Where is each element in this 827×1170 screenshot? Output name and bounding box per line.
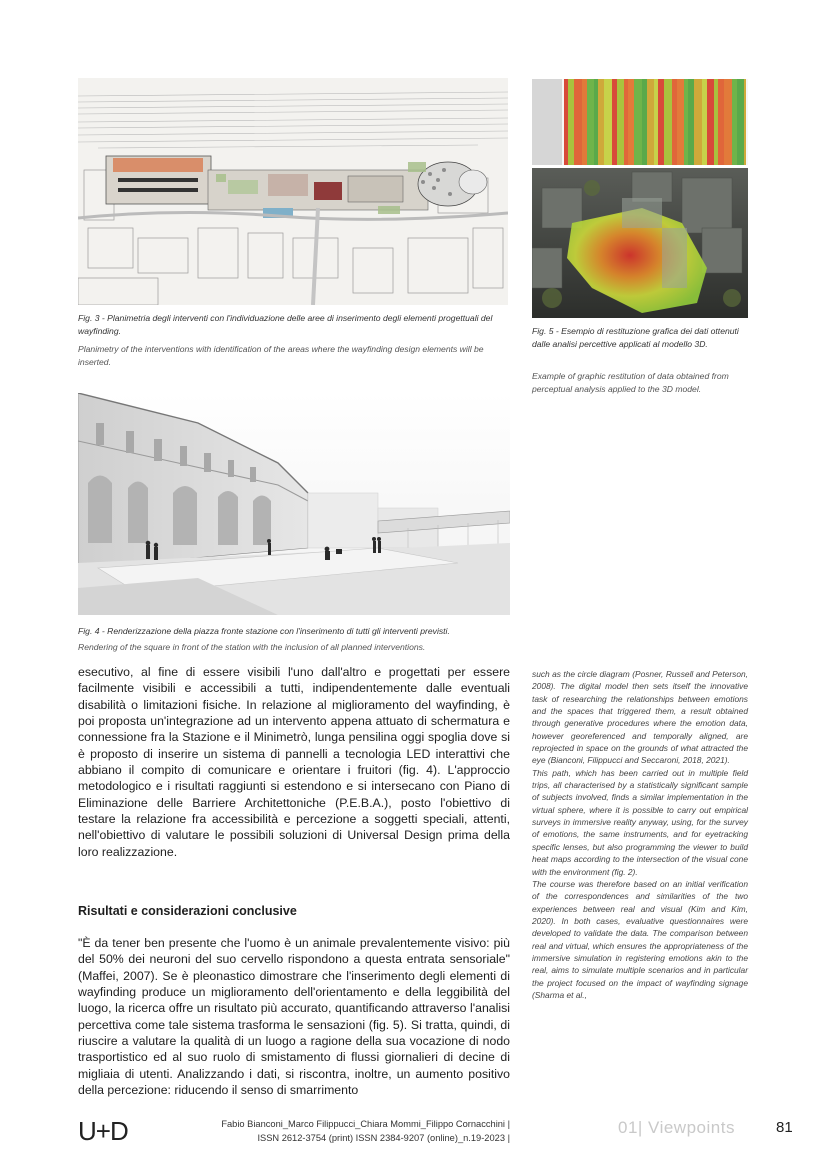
figure-3-site-plan [78,78,508,305]
figure-5-data-table [532,79,748,165]
side-paragraph-1: such as the circle diagram (Posner, Russell and Peterson, 2008). The digital model then sets itself the innovative task of researching the relationships between emotions and the spaces that triggered them, a result obtained through generative procedures where the emotion data, however georeferenced and temporally aligned, are reprojected in space on the grounds of what attracted the eye (Bianconi, Filippucci and Seccaroni, 2018, 2021). [532,669,748,766]
main-paragraph-1: esecutivo, al fine di essere visibili l'uno dall'altro e progettati per essere facilmente visibili e accessibili a tutti, indipendentemente dalle eventuali disabilità o limitazioni fisiche. In relazione al miglioramento del wayfinding, è poi proposta un'integrazione ad un intervento appena attuato di schermatura e connessione fra la Stazione e il Minimetrò, lunga pensilina oggi spoglia dove si è proposto di inserire un sistema di pannelli a tecnologia LED interattivi che abbiano il compito di comunicare e orientare i fruitori (fig. 4). L'approccio metodologico e i risultati raggiunti si estendono e si intersecano con Piano di Eliminazione delle Barriere Architettoniche (P.E.B.A.), posto l'obiettivo di testare la relazione fra accessibilità e percezione a soggetti speciali, attenti, nell'obiettivo di valutare le possibili soluzioni di Universal Design prima della loro realizzazione. [78,665,510,859]
side-paragraph-2: This path, which has been carried out in multiple field trips, all characterised by a statistically significant sample of subjects involved, finds a similar implementation in the virtual sphere, where it is possible to carry out empirical surveys in immersive reality anyway, using, for the survey of emotions, the same instruments, and for eyetracking specific lenses, but also programming the viewer to build heat maps according to the intersection of the visual cone with the environment (fig. 2). [532,767,748,877]
figure-5-caption-en: Example of graphic restitution of data obtained from perceptual analysis applied to the 3D model. [532,371,729,394]
footer-authors-line: Fabio Bianconi_Marco Filippucci_Chiara Mommi_Filippo Cornacchini | [221,1119,510,1129]
side-text-column [532,668,748,1001]
figure-4-rendering [78,393,510,615]
figure-4-caption-en: Rendering of the square in front of the station with the inclusion of all planned interventions. [78,642,426,652]
section-heading: Risultati e considerazioni conclusive [78,904,297,918]
journal-logo: U+D [78,1116,128,1146]
main-text-column-2 [78,935,510,1098]
main-paragraph-2: "È da tener ben presente che l'uomo è un animale prevalentemente visivo: più del 50% dei neuroni del suo cervello rispondono a questa entrata sensoriale" (Maffei, 2007). Se è pleonastico dimostrare che l'inserimento degli elementi di wayfinding produce un miglioramento dell'orientamento e della leggibilità del luogo, la ricerca offre un risultato più accurato, quantificando attraverso l'analisi percettiva come tale sistema trasforma le sensazioni (fig. 5). Si tratta, quindi, di riuscire a valutare la qualità di un luogo a ragione della sua vocazione di nodo trasportistico ed al suo ruolo di smistamento di flussi giornalieri di decine di migliaia di utenti. Analizzando i dati, si riscontra, inoltre, un aumento positivo della percezione: riducendo il senso di smarrimento [78,936,510,1098]
figure-5-3d-model [532,168,748,318]
page-number: 81 [776,1119,793,1136]
figure-5-caption-it: Fig. 5 - Esempio di restituzione grafica dei dati ottenuti dalle analisi percettive applicati al modello 3D. [532,326,739,349]
side-paragraph-3: The course was therefore based on an initial verification of the correspondences and similarities of the two experiences between real and visual (Kim and Kim, 2020). In both cases, evaluative questionnaires were developed to validate the data. The comparison between real and virtual, which ensures the appropriateness of the immersive simulation in registering emotions akin to the real, aims to simulate multiple scenarios and in particular the project focused on the impact of wayfinding signage (Sharma et al., [532,878,748,1000]
footer-section-label: 01| Viewpoints [618,1118,735,1137]
main-text-column [78,664,510,860]
footer-issn-line: ISSN 2612-3754 (print) ISSN 2384-9207 (online)_n.19-2023 | [257,1132,510,1143]
figure-3-caption-it: Fig. 3 - Planimetria degli interventi con l'individuazione delle aree di inserimento degli elementi progettuali del wayfinding. [78,313,493,336]
footer-authors [150,1118,510,1145]
figure-3-caption-en: Planimetry of the interventions with identification of the areas where the wayfinding design elements will be inserted. [78,344,484,367]
figure-4-caption-it: Fig. 4 - Renderizzazione della piazza fronte stazione con l'inserimento di tutti gli interventi previsti. [78,626,450,636]
